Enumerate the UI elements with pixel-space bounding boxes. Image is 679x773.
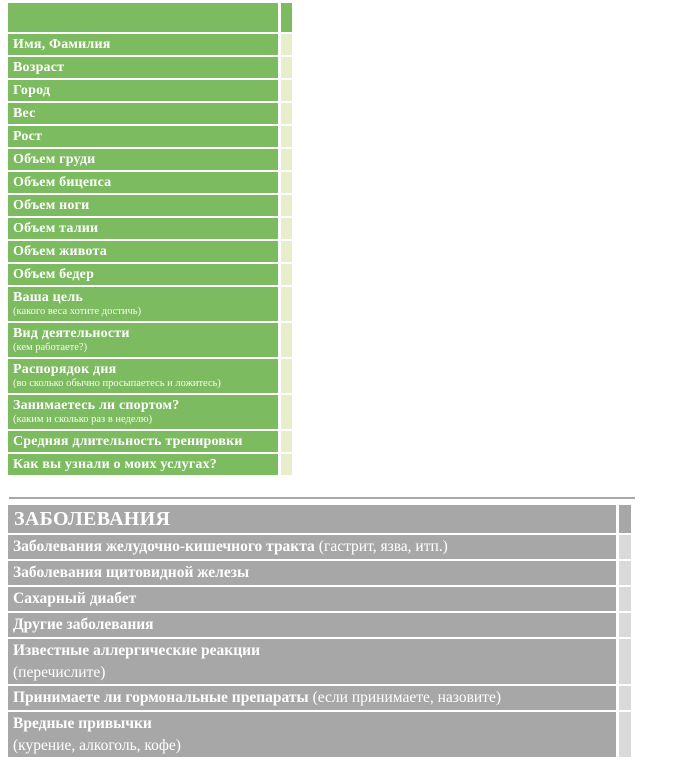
question-label: Объем бедер — [13, 267, 95, 282]
disease-answer-cell — [619, 613, 631, 637]
disease-cell — [8, 712, 616, 757]
question-label: Имя, Фамилия — [13, 37, 111, 52]
disease-cell — [8, 686, 616, 710]
profile-row — [8, 149, 292, 170]
disease-answer-cell — [619, 535, 631, 559]
question-label: Объем талии — [13, 221, 99, 236]
question-cell — [8, 431, 278, 452]
disease-label: Известные аллергические реакции — [13, 642, 261, 659]
question-cell — [8, 172, 278, 193]
question-label: Объем бицепса — [13, 175, 112, 190]
profile-row — [8, 241, 292, 262]
question-label: Объем живота — [13, 244, 107, 259]
answer-cell — [281, 241, 292, 262]
disease-note-block: (курение, алкоголь, кофе) — [13, 737, 181, 754]
disease-row — [8, 613, 631, 637]
question-cell — [8, 218, 278, 239]
disease-answer-cell — [619, 561, 631, 585]
disease-note-inline: (гастрит, язва, итп.) — [318, 538, 448, 555]
disease-label-line — [13, 640, 612, 662]
question-cell — [8, 395, 278, 429]
question-cell — [8, 195, 278, 216]
answer-cell — [281, 103, 292, 124]
question-label: Занимаетесь ли спортом? — [13, 398, 180, 413]
profile-row — [8, 359, 292, 393]
question-label: Распорядок дня — [13, 362, 117, 377]
profile-row — [8, 323, 292, 357]
question-label: Средняя длительность тренировки — [13, 434, 243, 449]
disease-label: Сахарный диабет — [13, 590, 137, 607]
profile-row — [8, 34, 292, 55]
answer-cell — [281, 431, 292, 452]
question-cell — [8, 323, 278, 357]
question-cell — [8, 80, 278, 101]
answer-cell — [281, 149, 292, 170]
disease-label: Заболевания щитовидной железы — [13, 564, 250, 581]
diseases-table — [8, 505, 631, 757]
disease-label: Вредные привычки — [13, 715, 152, 732]
answer-cell — [281, 323, 292, 357]
question-label: Рост — [13, 129, 43, 144]
question-label: Вес — [13, 106, 36, 121]
question-label: Объем ноги — [13, 198, 90, 213]
answer-cell — [281, 57, 292, 78]
profile-header-question-cell — [8, 3, 278, 32]
disease-note-block: (перечислите) — [13, 664, 106, 681]
question-cell — [8, 34, 278, 55]
answer-cell — [281, 287, 292, 321]
question-cell — [8, 241, 278, 262]
disease-cell — [8, 561, 616, 585]
question-note: (каким и сколько раз в неделю) — [13, 414, 153, 425]
profile-row — [8, 103, 292, 124]
profile-table — [8, 3, 292, 475]
disease-cell — [8, 613, 616, 637]
answer-cell — [281, 126, 292, 147]
diseases-title: ЗАБОЛЕВАНИЯ — [14, 508, 171, 530]
profile-row — [8, 57, 292, 78]
answer-cell — [281, 80, 292, 101]
profile-row — [8, 395, 292, 429]
question-cell — [8, 57, 278, 78]
question-note: (какого веса хотите достичь) — [13, 306, 142, 317]
profile-row — [8, 431, 292, 452]
question-label: Объем груди — [13, 152, 96, 167]
question-label: Как вы узнали о моих услугах? — [13, 457, 217, 472]
question-cell — [8, 287, 278, 321]
answer-cell — [281, 172, 292, 193]
answer-cell — [281, 195, 292, 216]
profile-row — [8, 218, 292, 239]
disease-row — [8, 639, 631, 684]
profile-row — [8, 80, 292, 101]
disease-note-inline: (если принимаете, назовите) — [312, 689, 502, 706]
answer-cell — [281, 454, 292, 475]
disease-rows — [8, 535, 631, 757]
question-cell — [8, 149, 278, 170]
profile-rows — [8, 34, 292, 475]
answer-cell — [281, 359, 292, 393]
profile-row — [8, 264, 292, 285]
diseases-header-answer-cell — [619, 505, 631, 533]
disease-answer-cell — [619, 639, 631, 684]
disease-label-line — [13, 687, 612, 709]
question-cell — [8, 103, 278, 124]
section-divider-line — [9, 497, 635, 499]
question-label: Вид деятельности — [13, 326, 130, 341]
disease-row — [8, 686, 631, 710]
question-label: Город — [13, 83, 51, 98]
question-note: (кем работаете?) — [13, 342, 88, 353]
disease-answer-cell — [619, 712, 631, 757]
answer-cell — [281, 395, 292, 429]
disease-label-line — [13, 614, 612, 636]
disease-cell — [8, 535, 616, 559]
profile-row — [8, 195, 292, 216]
disease-row — [8, 535, 631, 559]
profile-row — [8, 126, 292, 147]
question-cell — [8, 126, 278, 147]
disease-label-line — [13, 713, 612, 735]
diseases-header-row — [8, 505, 631, 533]
disease-row — [8, 587, 631, 611]
question-cell — [8, 264, 278, 285]
question-label: Возраст — [13, 60, 65, 75]
question-cell — [8, 359, 278, 393]
profile-header-row — [8, 3, 292, 32]
question-note: (во сколько обычно просыпаетесь и ложитесь) — [13, 378, 221, 389]
disease-answer-cell — [619, 686, 631, 710]
question-label: Ваша цель — [13, 290, 83, 305]
disease-answer-cell — [619, 587, 631, 611]
answer-cell — [281, 218, 292, 239]
profile-row — [8, 287, 292, 321]
disease-row — [8, 712, 631, 757]
answer-cell — [281, 34, 292, 55]
profile-row — [8, 172, 292, 193]
disease-label-line — [13, 536, 612, 558]
disease-row — [8, 561, 631, 585]
disease-label: Заболевания желудочно-кишечного тракта — [13, 538, 315, 555]
document-page — [0, 3, 679, 757]
disease-label: Принимаете ли гормональные препараты — [13, 689, 309, 706]
answer-cell — [281, 264, 292, 285]
disease-cell — [8, 587, 616, 611]
disease-label: Другие заболевания — [13, 616, 154, 633]
disease-label-line — [13, 588, 612, 610]
profile-row — [8, 454, 292, 475]
profile-header-answer-cell — [281, 3, 292, 32]
question-cell — [8, 454, 278, 475]
disease-label-line — [13, 562, 612, 584]
diseases-title-cell — [8, 505, 616, 533]
disease-cell — [8, 639, 616, 684]
